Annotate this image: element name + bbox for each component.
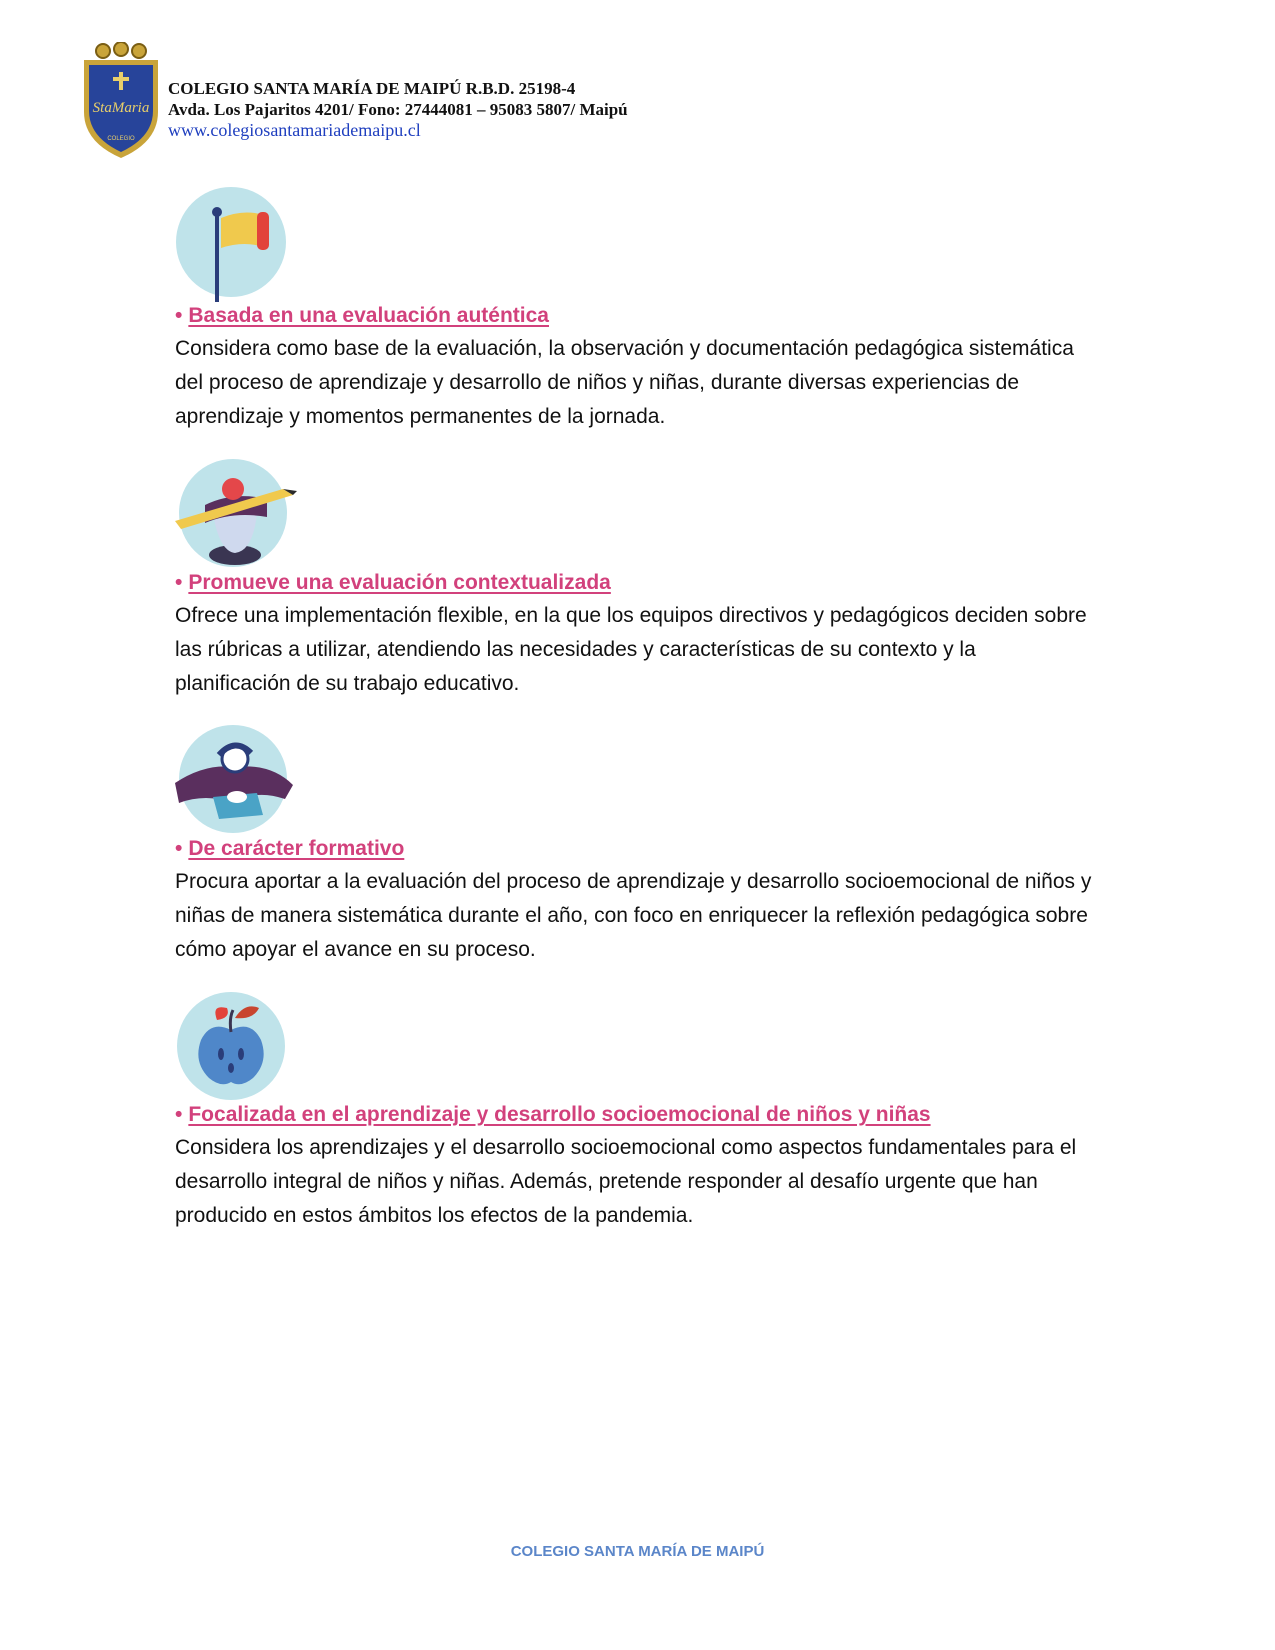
apple-icon bbox=[175, 990, 297, 1112]
section-body: Ofrece una implementación flexible, en la que los equipos directivos y pedagógicos deciden sobre las rúbricas a utilizar, atendiendo las necesidades y características de su contexto y la planificación de su trabajo educativo. bbox=[175, 604, 1087, 695]
school-logo bbox=[78, 42, 164, 160]
section-heading: • Basada en una evaluación auténtica bbox=[175, 304, 549, 327]
pencil-child-icon bbox=[175, 455, 297, 577]
school-address: Avda. Los Pajaritos 4201/ Fono: 27444081 – 95083 5807/ Maipú bbox=[168, 100, 628, 119]
flag-icon bbox=[175, 184, 297, 306]
section-heading: • Promueve una evaluación contextualizada bbox=[175, 571, 611, 594]
school-name: COLEGIO SANTA MARÍA DE MAIPÚ R.B.D. 25198-4 bbox=[168, 79, 576, 98]
section-body: Procura aportar a la evaluación del proceso de aprendizaje y desarrollo socioemocional de niños y niñas de manera sistemática durante el año, con foco en enriquecer la reflexión pedagógica sobre cómo apoyar el avance en su proceso. bbox=[175, 870, 1092, 961]
section-heading: • De carácter formativo bbox=[175, 837, 405, 860]
page-footer: COLEGIO SANTA MARÍA DE MAIPÚ bbox=[510, 1543, 765, 1560]
school-website-link[interactable]: www.colegiosantamariademaipu.cl bbox=[168, 120, 421, 140]
logo-text: StaMaria bbox=[92, 100, 150, 116]
section-heading: • Focalizada en el aprendizaje y desarrollo socioemocional de niños y niñas bbox=[175, 1103, 931, 1126]
logo-subtext: COLEGIO bbox=[107, 136, 135, 142]
letterhead bbox=[168, 78, 628, 141]
section-body: Considera los aprendizajes y el desarrollo socioemocional como aspectos fundamentales para el desarrollo integral de niños y niñas. Además, pretende responder al desafío urgente que han producido en estos ámbitos los efectos de la pandemia. bbox=[175, 1136, 1077, 1227]
section-body: Considera como base de la evaluación, la observación y documentación pedagógica sistemática del proceso de aprendizaje y desarrollo de niños y niñas, durante diversas experiencias de aprendizaje y momentos permanentes de la jornada. bbox=[175, 337, 1074, 428]
reading-child-icon bbox=[175, 723, 297, 845]
